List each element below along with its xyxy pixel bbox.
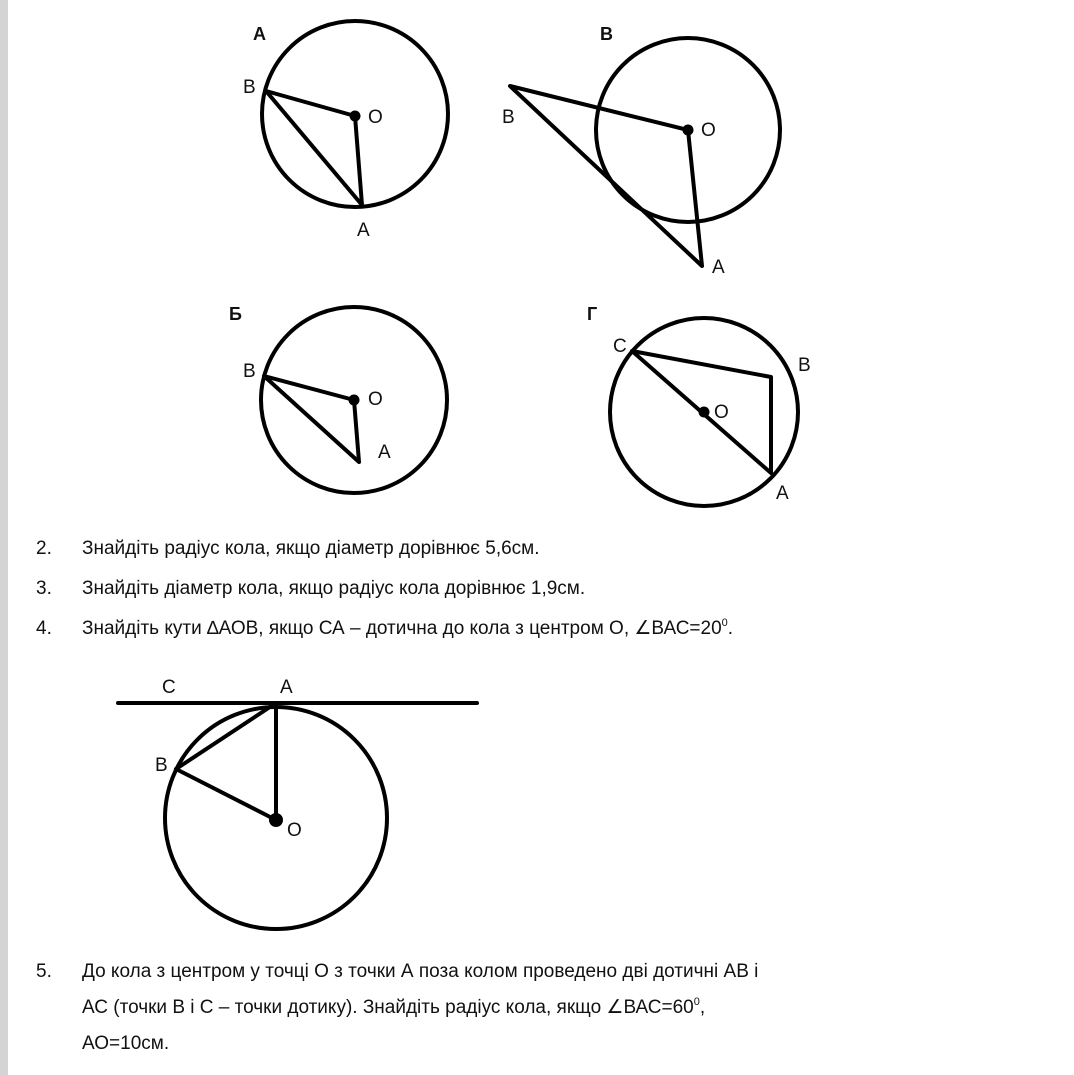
figure-g-tag: Г — [587, 304, 598, 324]
figure-b-label-o: O — [368, 389, 383, 410]
figure-b-tag: Б — [229, 304, 242, 324]
radius-ob — [176, 769, 276, 820]
task-5-line-2 — [82, 990, 1072, 1026]
task-2-number: 2. — [36, 538, 52, 559]
task-3 — [36, 575, 585, 603]
task-5-degree: 0 — [693, 996, 700, 1008]
figure-g-center-dot — [699, 407, 710, 418]
task-4-text: Знайдіть кути ∆АОВ, якщо СА – дотична до кола з центром О, ∠ВАС=20 — [82, 618, 722, 639]
tangent-label-o: O — [287, 820, 302, 841]
task-5-body — [82, 954, 1072, 1062]
chord-ab — [176, 703, 276, 769]
task-4-degree: 0 — [721, 617, 728, 629]
task-5-number: 5. — [36, 961, 52, 982]
task-5-line-1: До кола з центром у точці О з точки А поза колом проведено дві дотичні АВ і — [82, 961, 759, 982]
figure-v-triangle — [510, 86, 702, 266]
figure-a-tag: А — [253, 24, 266, 44]
figure-v-center-dot — [683, 125, 694, 136]
figure-v-label-o: O — [701, 120, 716, 141]
figure-v-label-b: B — [502, 107, 515, 128]
figure-b-center-dot — [349, 395, 360, 406]
task-4-number: 4. — [36, 618, 52, 639]
figure-v — [502, 24, 780, 278]
figure-a-label-o: O — [368, 107, 383, 128]
task-5-line-3: АО=10см. — [82, 1033, 170, 1054]
task-4 — [36, 615, 733, 643]
task-2 — [36, 535, 540, 563]
task-3-text: Знайдіть діаметр кола, якщо радіус кола дорівнює 1,9см. — [82, 578, 586, 599]
figure-a — [243, 21, 448, 241]
figure-b-label-b: B — [243, 361, 256, 382]
figure-v-label-a: A — [712, 257, 725, 278]
figure-a-center-dot — [350, 111, 361, 122]
tangent-center-dot — [269, 813, 283, 827]
tangent-label-a: A — [280, 677, 293, 698]
figure-g-label-b: B — [798, 355, 811, 376]
figure-a-triangle — [266, 91, 362, 205]
figure-tangent — [118, 677, 477, 929]
tangent-label-b: B — [155, 755, 168, 776]
tangent-label-c: C — [162, 677, 176, 698]
figure-g-label-c: C — [613, 336, 627, 357]
figure-b — [229, 304, 447, 493]
figure-a-label-b: B — [243, 77, 256, 98]
task-5-line-2-end: , — [699, 997, 706, 1018]
figure-b-triangle — [264, 376, 359, 462]
task-2-text: Знайдіть радіус кола, якщо діаметр дорівнює 5,6см. — [82, 538, 540, 559]
figure-v-tag: В — [600, 24, 613, 44]
task-3-number: 3. — [36, 578, 52, 599]
figure-b-label-a: A — [378, 442, 391, 463]
task-4-text-end: . — [727, 618, 734, 639]
task-5-line-2-text: АС (точки В і С – точки дотику). Знайдіть радіус кола, якщо ∠ВАС=60 — [82, 997, 694, 1018]
figure-g-label-o: O — [714, 402, 729, 423]
figure-a-label-a: A — [357, 220, 370, 241]
figure-g-label-a: A — [776, 483, 789, 504]
figure-g — [587, 304, 811, 506]
